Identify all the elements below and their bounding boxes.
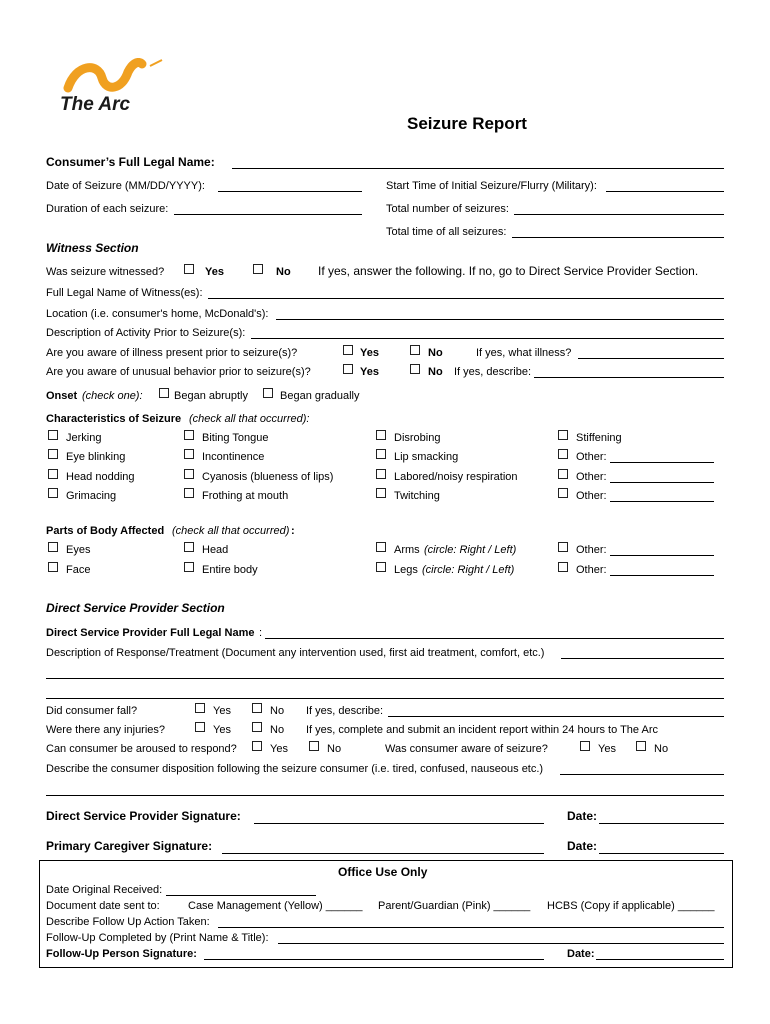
page-title: Seizure Report — [407, 114, 527, 133]
followup-action-label: Describe Follow Up Action Taken: — [46, 916, 210, 928]
body-parts-colon: : — [291, 525, 295, 537]
followup-date-field[interactable] — [596, 959, 724, 960]
illness-followup-label: If yes, what illness? — [476, 347, 572, 359]
fall-yes-label: Yes — [213, 705, 231, 717]
aware-yes-label: Yes — [598, 743, 616, 755]
body-other-1-field[interactable] — [610, 555, 714, 556]
office-heading: Office Use Only — [338, 865, 428, 879]
illness-yes-checkbox[interactable] — [343, 345, 353, 355]
start-time-field[interactable] — [606, 191, 724, 192]
lip-smacking-checkbox[interactable] — [376, 449, 386, 459]
biting-tongue-label: Biting Tongue — [202, 432, 269, 444]
disrobing-label: Disrobing — [394, 432, 441, 444]
illness-label: Are you aware of illness present prior to seizure(s)? — [46, 347, 298, 359]
head-nodding-label: Head nodding — [66, 471, 135, 483]
activity-prior-label: Description of Activity Prior to Seizure(s): — [46, 327, 246, 339]
duration-field[interactable] — [174, 214, 362, 215]
other-1-checkbox[interactable] — [558, 449, 568, 459]
witnessed-no-checkbox[interactable] — [253, 264, 263, 274]
aware-no-label: No — [654, 743, 669, 755]
response-label: Description of Response/Treatment (Document any intervention used, first aid treatment, comfort, etc.) — [46, 647, 545, 659]
total-time-field[interactable] — [512, 237, 724, 238]
duration-label: Duration of each seizure: — [46, 203, 169, 215]
head-checkbox[interactable] — [184, 542, 194, 552]
response-field-line-2[interactable] — [46, 678, 724, 679]
fall-no-checkbox[interactable] — [252, 703, 262, 713]
parent-guardian-option: Parent/Guardian (Pink) ______ — [378, 900, 531, 912]
aroused-yes-label: Yes — [270, 743, 288, 755]
onset-label: Onset — [46, 390, 78, 402]
incontinence-checkbox[interactable] — [184, 449, 194, 459]
behavior-label: Are you aware of unusual behavior prior to seizure(s)? — [46, 366, 311, 378]
body-other-2-label: Other: — [576, 564, 607, 576]
seizure-date-label: Date of Seizure (MM/DD/YYYY): — [46, 180, 205, 192]
eyes-checkbox[interactable] — [48, 542, 58, 552]
body-parts-note: (check all that occurred) — [172, 525, 290, 537]
witnessed-yes-label: Yes — [205, 266, 224, 278]
disposition-field-line-2[interactable] — [46, 795, 724, 796]
head-label: Head — [202, 544, 229, 556]
other-3-label: Other: — [576, 490, 607, 502]
aware-label: Was consumer aware of seizure? — [385, 743, 548, 755]
frothing-checkbox[interactable] — [184, 488, 194, 498]
dsp-name-colon: : — [259, 627, 263, 639]
other-3-field[interactable] — [610, 501, 714, 502]
eyes-label: Eyes — [66, 544, 91, 556]
date-received-label: Date Original Received: — [46, 884, 163, 896]
lip-smacking-label: Lip smacking — [394, 451, 459, 463]
incontinence-label: Incontinence — [202, 451, 265, 463]
other-2-field[interactable] — [610, 482, 714, 483]
followup-completed-label: Follow-Up Completed by (Print Name & Title): — [46, 932, 269, 944]
consumer-name-field[interactable] — [232, 168, 724, 169]
caregiver-date-label: Date: — [567, 839, 598, 853]
body-other-1-checkbox[interactable] — [558, 542, 568, 552]
disrobing-checkbox[interactable] — [376, 430, 386, 440]
total-time-label: Total time of all seizures: — [386, 226, 507, 238]
behavior-no-label: No — [428, 366, 443, 378]
fall-label: Did consumer fall? — [46, 705, 138, 717]
aroused-no-checkbox[interactable] — [309, 741, 319, 751]
hcbs-option: HCBS (Copy if applicable) ______ — [547, 900, 715, 912]
disposition-field[interactable] — [560, 774, 724, 775]
injuries-yes-checkbox[interactable] — [195, 722, 205, 732]
labored-respiration-checkbox[interactable] — [376, 469, 386, 479]
dsp-name-field[interactable] — [265, 638, 724, 639]
fall-field[interactable] — [388, 716, 724, 717]
body-other-2-checkbox[interactable] — [558, 562, 568, 572]
aroused-no-label: No — [327, 743, 342, 755]
arms-label: Arms — [394, 544, 420, 556]
stiffening-label: Stiffening — [576, 432, 622, 444]
behavior-field[interactable] — [534, 377, 724, 378]
caregiver-signature-label: Primary Caregiver Signature: — [46, 839, 213, 853]
caregiver-signature-field[interactable] — [222, 853, 544, 854]
followup-completed-field[interactable] — [278, 943, 724, 944]
eye-blinking-checkbox[interactable] — [48, 449, 58, 459]
dsp-signature-field[interactable] — [254, 823, 544, 824]
cyanosis-checkbox[interactable] — [184, 469, 194, 479]
legs-note: (circle: Right / Left) — [422, 564, 515, 576]
witness-section-heading: Witness Section — [46, 241, 139, 255]
grimacing-checkbox[interactable] — [48, 488, 58, 498]
fall-followup-label: If yes, describe: — [306, 705, 384, 717]
disposition-label: Describe the consumer disposition following the seizure consumer (i.e. tired, confused, nauseous etc.) — [46, 763, 544, 775]
behavior-yes-checkbox[interactable] — [343, 364, 353, 374]
grimacing-label: Grimacing — [66, 490, 117, 502]
characteristics-note: (check all that occurred): — [189, 413, 310, 425]
witness-instruction: If yes, answer the following. If no, go to Direct Service Provider Section. — [318, 264, 699, 278]
onset-abrupt-label: Began abruptly — [174, 390, 248, 402]
face-checkbox[interactable] — [48, 562, 58, 572]
characteristics-label: Characteristics of Seizure — [46, 413, 182, 425]
aware-no-checkbox[interactable] — [636, 741, 646, 751]
onset-gradual-label: Began gradually — [280, 390, 360, 402]
response-field-line-3[interactable] — [46, 698, 724, 699]
legs-label: Legs — [394, 564, 418, 576]
biting-tongue-checkbox[interactable] — [184, 430, 194, 440]
other-2-label: Other: — [576, 471, 607, 483]
followup-action-field[interactable] — [218, 927, 724, 928]
injuries-no-checkbox[interactable] — [252, 722, 262, 732]
document-sent-label: Document date sent to: — [46, 900, 160, 912]
dsp-date-field[interactable] — [599, 823, 724, 824]
behavior-yes-label: Yes — [360, 366, 379, 378]
entire-body-label: Entire body — [202, 564, 258, 576]
dsp-name-label: Direct Service Provider Full Legal Name — [46, 627, 255, 639]
dsp-section-heading: Direct Service Provider Section — [46, 601, 225, 615]
onset-gradual-checkbox[interactable] — [263, 388, 273, 398]
illness-no-label: No — [428, 347, 443, 359]
aroused-label: Can consumer be aroused to respond? — [46, 743, 237, 755]
other-1-field[interactable] — [610, 462, 714, 463]
aware-yes-checkbox[interactable] — [580, 741, 590, 751]
stiffening-checkbox[interactable] — [558, 430, 568, 440]
face-label: Face — [66, 564, 91, 576]
aroused-yes-checkbox[interactable] — [252, 741, 262, 751]
witness-name-field[interactable] — [208, 298, 724, 299]
head-nodding-checkbox[interactable] — [48, 469, 58, 479]
dsp-date-label: Date: — [567, 809, 598, 823]
location-label: Location (i.e. consumer's home, McDonald's): — [46, 308, 269, 320]
logo-text: The Arc — [60, 94, 131, 115]
witnessed-yes-checkbox[interactable] — [184, 264, 194, 274]
witness-name-label: Full Legal Name of Witness(es): — [46, 287, 203, 299]
body-other-2-field[interactable] — [610, 575, 714, 576]
dsp-signature-label: Direct Service Provider Signature: — [46, 809, 241, 823]
behavior-no-checkbox[interactable] — [410, 364, 420, 374]
cyanosis-label: Cyanosis (blueness of lips) — [202, 471, 334, 483]
total-seizures-label: Total number of seizures: — [386, 203, 509, 215]
start-time-label: Start Time of Initial Seizure/Flurry (Military): — [386, 180, 597, 192]
jerking-checkbox[interactable] — [48, 430, 58, 440]
arms-checkbox[interactable] — [376, 542, 386, 552]
illness-yes-label: Yes — [360, 347, 379, 359]
case-management-option: Case Management (Yellow) ______ — [188, 900, 363, 912]
consumer-name-label: Consumer’s Full Legal Name: — [46, 155, 215, 169]
witnessed-no-label: No — [276, 266, 291, 278]
fall-yes-checkbox[interactable] — [195, 703, 205, 713]
labored-respiration-label: Labored/noisy respiration — [394, 471, 518, 483]
frothing-label: Frothing at mouth — [202, 490, 289, 502]
witnessed-label: Was seizure witnessed? — [46, 266, 165, 278]
onset-check-one: (check one): — [82, 390, 143, 402]
entire-body-checkbox[interactable] — [184, 562, 194, 572]
other-3-checkbox[interactable] — [558, 488, 568, 498]
response-field[interactable] — [561, 658, 724, 659]
total-seizures-field[interactable] — [514, 214, 724, 215]
location-field[interactable] — [276, 319, 724, 320]
twitching-checkbox[interactable] — [376, 488, 386, 498]
injuries-no-label: No — [270, 724, 285, 736]
illness-field[interactable] — [578, 358, 724, 359]
followup-signature-field[interactable] — [204, 959, 544, 960]
caregiver-date-field[interactable] — [599, 853, 724, 854]
injuries-label: Were there any injuries? — [46, 724, 166, 736]
jerking-label: Jerking — [66, 432, 102, 444]
the-arc-logo — [58, 58, 168, 118]
followup-date-label: Date: — [567, 948, 595, 960]
onset-abrupt-checkbox[interactable] — [159, 388, 169, 398]
illness-no-checkbox[interactable] — [410, 345, 420, 355]
legs-checkbox[interactable] — [376, 562, 386, 572]
body-other-1-label: Other: — [576, 544, 607, 556]
injuries-yes-label: Yes — [213, 724, 231, 736]
fall-no-label: No — [270, 705, 285, 717]
twitching-label: Twitching — [394, 490, 440, 502]
other-1-label: Other: — [576, 451, 607, 463]
followup-signature-label: Follow-Up Person Signature: — [46, 948, 197, 960]
arms-note: (circle: Right / Left) — [424, 544, 517, 556]
injury-followup-text: If yes, complete and submit an incident report within 24 hours to The Arc — [306, 724, 658, 736]
seizure-date-field[interactable] — [218, 191, 362, 192]
eye-blinking-label: Eye blinking — [66, 451, 126, 463]
behavior-followup-label: If yes, describe: — [454, 366, 532, 378]
date-received-field[interactable] — [166, 895, 316, 896]
body-parts-label: Parts of Body Affected — [46, 525, 165, 537]
other-2-checkbox[interactable] — [558, 469, 568, 479]
activity-prior-field[interactable] — [251, 338, 724, 339]
